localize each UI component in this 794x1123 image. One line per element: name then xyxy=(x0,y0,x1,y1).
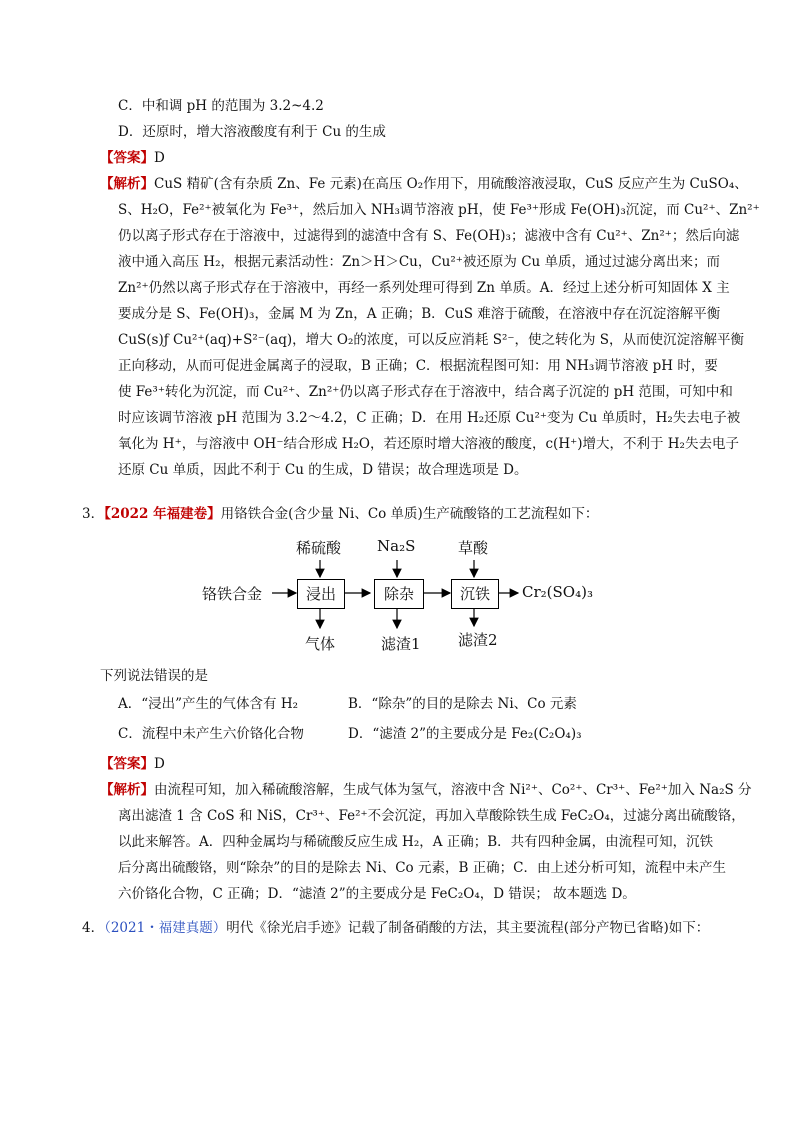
question-number: 4． xyxy=(82,920,105,936)
flow-reagent-2: Na₂S xyxy=(377,537,416,555)
analysis-tag: 【解析】 xyxy=(100,176,154,192)
q3-analysis-line-4: 后分离出硫酸铬，则“除杂”的目的是除去 Ni、Co 元素，B 正确；C．由上述分析可知，流程中未产生 xyxy=(118,860,727,876)
q3-option-a: A．“浸出”产生的气体含有 H₂ xyxy=(118,696,299,712)
q3-answer xyxy=(100,754,165,774)
q3-question: 下列说法错误的是 xyxy=(100,668,208,684)
q2-analysis-line-2: S、H₂O，Fe²⁺被氧化为 Fe³⁺，然后加入 NH₃调节溶液 pH，使 Fe³⁺形成 Fe(OH)₃沉淀，而 Cu²⁺、Zn²⁺ xyxy=(118,202,760,218)
q3-analysis-line-2: 离出滤渣 1 含 CoS 和 NiS，Cr³⁺、Fe²⁺不会沉淀，再加入草酸除铁生成 FeC₂O₄，过滤分离出硫酸铬， xyxy=(118,808,745,824)
flow-step-2: 除杂 xyxy=(374,579,424,609)
q2-analysis-line-7: CuS(s)ƒ Cu²⁺(aq)+S²⁻(aq)，增大 O₂的浓度，可以反应消耗 S²⁻，使之转化为 S，从而使沉淀溶解平衡 xyxy=(118,332,745,348)
flow-output-3: 滤渣2 xyxy=(458,631,498,649)
analysis-text: 由流程可知，加入稀硫酸溶解，生成气体为氢气，溶液中含 Ni²⁺、Co²⁺、Cr³⁺、Fe²⁺加入 Na₂S 分 xyxy=(154,782,752,798)
q2-analysis-line-6: 要成分是 S、Fe(OH)₃，金属 M 为 Zn，A 正确；B．CuS 难溶于硫酸，在溶液中存在沉淀溶解平衡 xyxy=(118,306,721,322)
flow-output-1: 气体 xyxy=(305,635,336,653)
question-stem: 用铬铁合金(含少量 Ni、Co 单质)生产硫酸铬的工艺流程如下： xyxy=(220,506,599,522)
q3-option-b: B．“除杂”的目的是除去 Ni、Co 元素 xyxy=(348,696,577,712)
q2-option-c: C．中和调 pH 的范围为 3.2~4.2 xyxy=(118,98,324,114)
q3-analysis-line-1 xyxy=(100,780,752,800)
flow-input: 铬铁合金 xyxy=(202,585,263,603)
flow-output-2: 滤渣1 xyxy=(381,635,421,653)
q3-analysis-line-5: 六价铬化合物，C 正确；D．“滤渣 2”的主要成分是 FeC₂O₄，D 错误； 故本题选 D。 xyxy=(118,886,636,902)
q2-option-d: D．还原时，增大溶液酸度有利于 Cu 的生成 xyxy=(118,124,386,140)
question-source: 【2022 年福建卷】 xyxy=(104,506,221,522)
flow-reagent-3: 草酸 xyxy=(458,539,489,557)
q2-analysis-line-8: 正向移动，从而可促进金属离子的浸取，B 正确；C．根据流程图可知：用 NH₃调节溶液 pH 时，要 xyxy=(118,358,718,374)
answer-tag: 【答案】 xyxy=(100,756,154,772)
q4-stem xyxy=(82,918,709,938)
q2-analysis-line-4: 液中通入高压 H₂，根据元素活动性：Zn＞H＞Cu，Cu²⁺被还原为 Cu 单质，通过过滤分离出来；而 xyxy=(118,254,721,270)
answer-value: D xyxy=(154,150,165,166)
question-stem: 明代《徐光启手迹》记载了制备硝酸的方法，其主要流程(部分产物已省略)如下： xyxy=(226,920,710,936)
q3-analysis-line-3: 以此来解答。A．四种金属均与稀硫酸反应生成 H₂，A 正确；B．共有四种金属，由流程可知，沉铁 xyxy=(118,834,714,850)
answer-value: D xyxy=(154,756,165,772)
q3-option-c: C．流程中未产生六价铬化合物 xyxy=(118,726,304,742)
q2-analysis-line-9: 使 Fe³⁺转化为沉淀，而 Cu²⁺、Zn²⁺仍以离子形式存在于溶液中，结合离子沉淀的 pH 范围，可知中和 xyxy=(118,384,733,400)
flow-reagent-1: 稀硫酸 xyxy=(296,539,342,557)
q2-analysis-line-3: 仍以离子形式存在于溶液中，过滤得到的滤渣中含有 S、Fe(OH)₃；滤液中含有 Cu²⁺、Zn²⁺；然后向滤 xyxy=(118,228,740,244)
question-source: （2021・福建真题） xyxy=(104,920,227,936)
analysis-tag: 【解析】 xyxy=(100,782,154,798)
answer-tag: 【答案】 xyxy=(100,150,154,166)
question-number: 3． xyxy=(82,506,105,522)
flow-product: Cr₂(SO₄)₃ xyxy=(522,583,593,601)
q2-analysis-line-12: 还原 Cu 单质，因此不利于 Cu 的生成，D 错误；故合理选项是 D。 xyxy=(118,462,528,478)
q2-analysis-line-11: 氧化为 H⁺，与溶液中 OH⁻结合形成 H₂O，若还原时增大溶液的酸度，c(H⁺)增大，不利于 H₂失去电子 xyxy=(118,436,739,452)
analysis-text: CuS 精矿(含有杂质 Zn、Fe 元素)在高压 O₂作用下，用硫酸溶液浸取，CuS 反应产生为 CuSO₄、 xyxy=(154,176,748,192)
q2-analysis-line-10: 时应该调节溶液 pH 范围为 3.2～4.2，C 正确；D．在用 H₂还原 Cu²⁺变为 Cu 单质时，H₂失去电子被 xyxy=(118,410,741,426)
flow-step-3: 沉铁 xyxy=(451,579,499,609)
q3-option-d: D．“滤渣 2”的主要成分是 Fe₂(C₂O₄)₃ xyxy=(348,726,582,742)
flow-step-1: 浸出 xyxy=(297,579,345,609)
q2-analysis-line-5: Zn²⁺仍然以离子形式存在于溶液中，再经一系列处理可得到 Zn 单质。A．经过上述分析可知固体 X 主 xyxy=(118,280,730,296)
